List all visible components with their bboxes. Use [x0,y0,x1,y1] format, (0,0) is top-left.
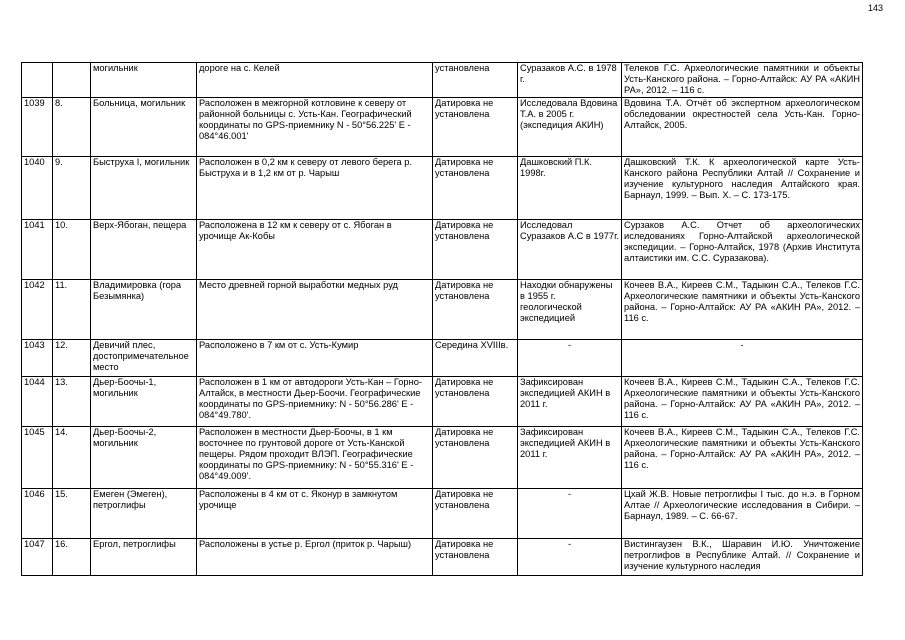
discovery-cell: - [518,488,622,538]
row-index-cell: 12. [53,339,91,376]
row-index-cell [53,63,91,98]
dating-cell: Датировка не установлена [433,279,518,339]
row-number-cell: 1040 [22,156,53,219]
row-number-cell: 1042 [22,279,53,339]
reference-cell: Вистингаузен В.К., Шаравин И.Ю. Уничтожение петроглифов в Республике Алтай. // Сохранение и изучение культурного наследия [622,538,863,575]
site-name-cell: Больница, могильник [91,97,197,156]
location-cell: Расположены в устье р. Ергол (приток р. Чарыш) [197,538,433,575]
dating-cell: Датировка не установлена [433,219,518,279]
reference-cell: Цхай Ж.В. Новые петроглифы I тыс. до н.э. в Горном Алтае // Археологические исследования в Сибири. – Барнаул, 1989. – С. 66-67. [622,488,863,538]
dating-cell: Датировка не установлена [433,426,518,488]
site-name-cell: могильник [91,63,197,98]
location-cell: дороге на с. Келей [197,63,433,98]
site-name-cell: Быструха I, могильник [91,156,197,219]
row-number-cell: 1043 [22,339,53,376]
table-row [22,339,863,376]
table-row [22,376,863,426]
table-row [22,156,863,219]
row-index-cell: 15. [53,488,91,538]
dating-cell: Датировка не установлена [433,488,518,538]
discovery-cell: - [518,339,622,376]
discovery-cell: Находки обнаружены в 1955 г. геологической экспедицией [518,279,622,339]
table-row [22,63,863,98]
table-row [22,426,863,488]
reference-cell: Кочеев В.А., Киреев С.М., Тадыкин С.А., Телеков Г.С. Археологические памятники и объекты Усть-Канского района. – Горно-Алтайск: АУ РА «АКИН РА», 2012. – 116 с. [622,279,863,339]
discovery-cell: Зафиксирован экспедицией АКИН в 2011 г. [518,426,622,488]
reference-cell: Вдовина Т.А. Отчёт об экспертном археологическом обследовании окрестностей села Усть-Кан. Горно-Алтайск, 2005. [622,97,863,156]
row-number-cell: 1046 [22,488,53,538]
dating-cell: установлена [433,63,518,98]
reference-cell: Кочеев В.А., Киреев С.М., Тадыкин С.А., Телеков Г.С. Археологические памятники и объекты Усть-Канского района. – Горно-Алтайск: АУ РА «АКИН РА», 2012. – 116 с. [622,376,863,426]
dating-cell: Датировка не установлена [433,376,518,426]
table-row [22,97,863,156]
site-name-cell: Ергол, петроглифы [91,538,197,575]
location-cell: Расположены в 4 км от с. Яконур в замкнутом урочище [197,488,433,538]
site-name-cell: Дьер-Боочы-2, могильник [91,426,197,488]
discovery-cell: Суразаков А.С. в 1978 г. [518,63,622,98]
site-name-cell: Дьер-Боочы-1, могильник [91,376,197,426]
row-number-cell: 1044 [22,376,53,426]
discovery-cell: Зафиксирован экспедицией АКИН в 2011 г. [518,376,622,426]
dating-cell: Датировка не установлена [433,538,518,575]
row-index-cell: 8. [53,97,91,156]
table-row [22,219,863,279]
row-index-cell: 14. [53,426,91,488]
reference-cell: Кочеев В.А., Киреев С.М., Тадыкин С.А., Телеков Г.С. Археологические памятники и объекты Усть-Канского района. – Горно-Алтайск: АУ РА «АКИН РА», 2012. – 116 с. [622,426,863,488]
site-name-cell: Девичий плес, достопримечательное место [91,339,197,376]
site-name-cell: Владимировка (гора Безымянка) [91,279,197,339]
location-cell: Место древней горной выработки медных руд [197,279,433,339]
discovery-cell: - [518,538,622,575]
row-number-cell [22,63,53,98]
discovery-cell: Исследовал Суразаков А.С в 1977г. [518,219,622,279]
page-number: 143 [867,3,883,13]
row-index-cell: 10. [53,219,91,279]
row-index-cell: 13. [53,376,91,426]
reference-cell: Дашковский Т.К. К археологической карте Усть-Канского района Республики Алтай // Сохранение и изучение культурного наследия Алтайского края. Барнаул, 1999. – Вып. X. – С. 173-175. [622,156,863,219]
reference-cell: Сурзаков А.С. Отчет об археологических иследованиях Горно-Алтайской археологической экспедиции. – Горно-Алтайск, 1978 (Архив Института алтаистики им. С.С. Суразакова). [622,219,863,279]
location-cell: Расположено в 7 км от с. Усть-Кумир [197,339,433,376]
discovery-cell: Дашковский П.К. 1998г. [518,156,622,219]
table-row [22,488,863,538]
dating-cell: Середина XVIIIв. [433,339,518,376]
location-cell: Расположена в 12 км к северу от с. Ябоган в урочище Ак-Кобы [197,219,433,279]
monuments-table [21,62,863,576]
dating-cell: Датировка не установлена [433,156,518,219]
row-index-cell: 9. [53,156,91,219]
dating-cell: Датировка не установлена [433,97,518,156]
row-index-cell: 11. [53,279,91,339]
reference-cell: - [622,339,863,376]
site-name-cell: Верх-Ябоган, пещера [91,219,197,279]
table-row [22,279,863,339]
site-name-cell: Емеген (Эмеген), петроглифы [91,488,197,538]
table-body [22,63,863,576]
location-cell: Расположен в местности Дьер-Боочы, в 1 км восточнее по грунтовой дороге от Усть-Канской пещеры. Рядом проходит ВЛЭП. Географические координаты по GPS-приемнику: N - 50°55.316' E - 084°49.009'. [197,426,433,488]
row-number-cell: 1045 [22,426,53,488]
reference-cell: Телеков Г.С. Археологические памятники и объекты Усть-Канского района. – Горно-Алтайск: АУ РА «АКИН РА», 2012. – 116 с. [622,63,863,98]
location-cell: Расположен в 1 км от автодороги Усть-Кан – Горно-Алтайск, в местности Дьер-Боочи. Географические координаты по GPS-приемнику: N - 50°56.286' E - 084°49.780'. [197,376,433,426]
discovery-cell: Исследовала Вдовина Т.А. в 2005 г. (экспедиция АКИН) [518,97,622,156]
table-row [22,538,863,575]
row-number-cell: 1039 [22,97,53,156]
row-number-cell: 1041 [22,219,53,279]
row-index-cell: 16. [53,538,91,575]
location-cell: Расположен в межгорной котловине к северу от районной больницы с. Усть-Кан. Географический координаты по GPS-приемнику N - 50°56.225' E - 084°46.001' [197,97,433,156]
location-cell: Расположен в 0,2 км к северу от левого берега р. Быструха и в 1,2 км от р. Чарыш [197,156,433,219]
row-number-cell: 1047 [22,538,53,575]
